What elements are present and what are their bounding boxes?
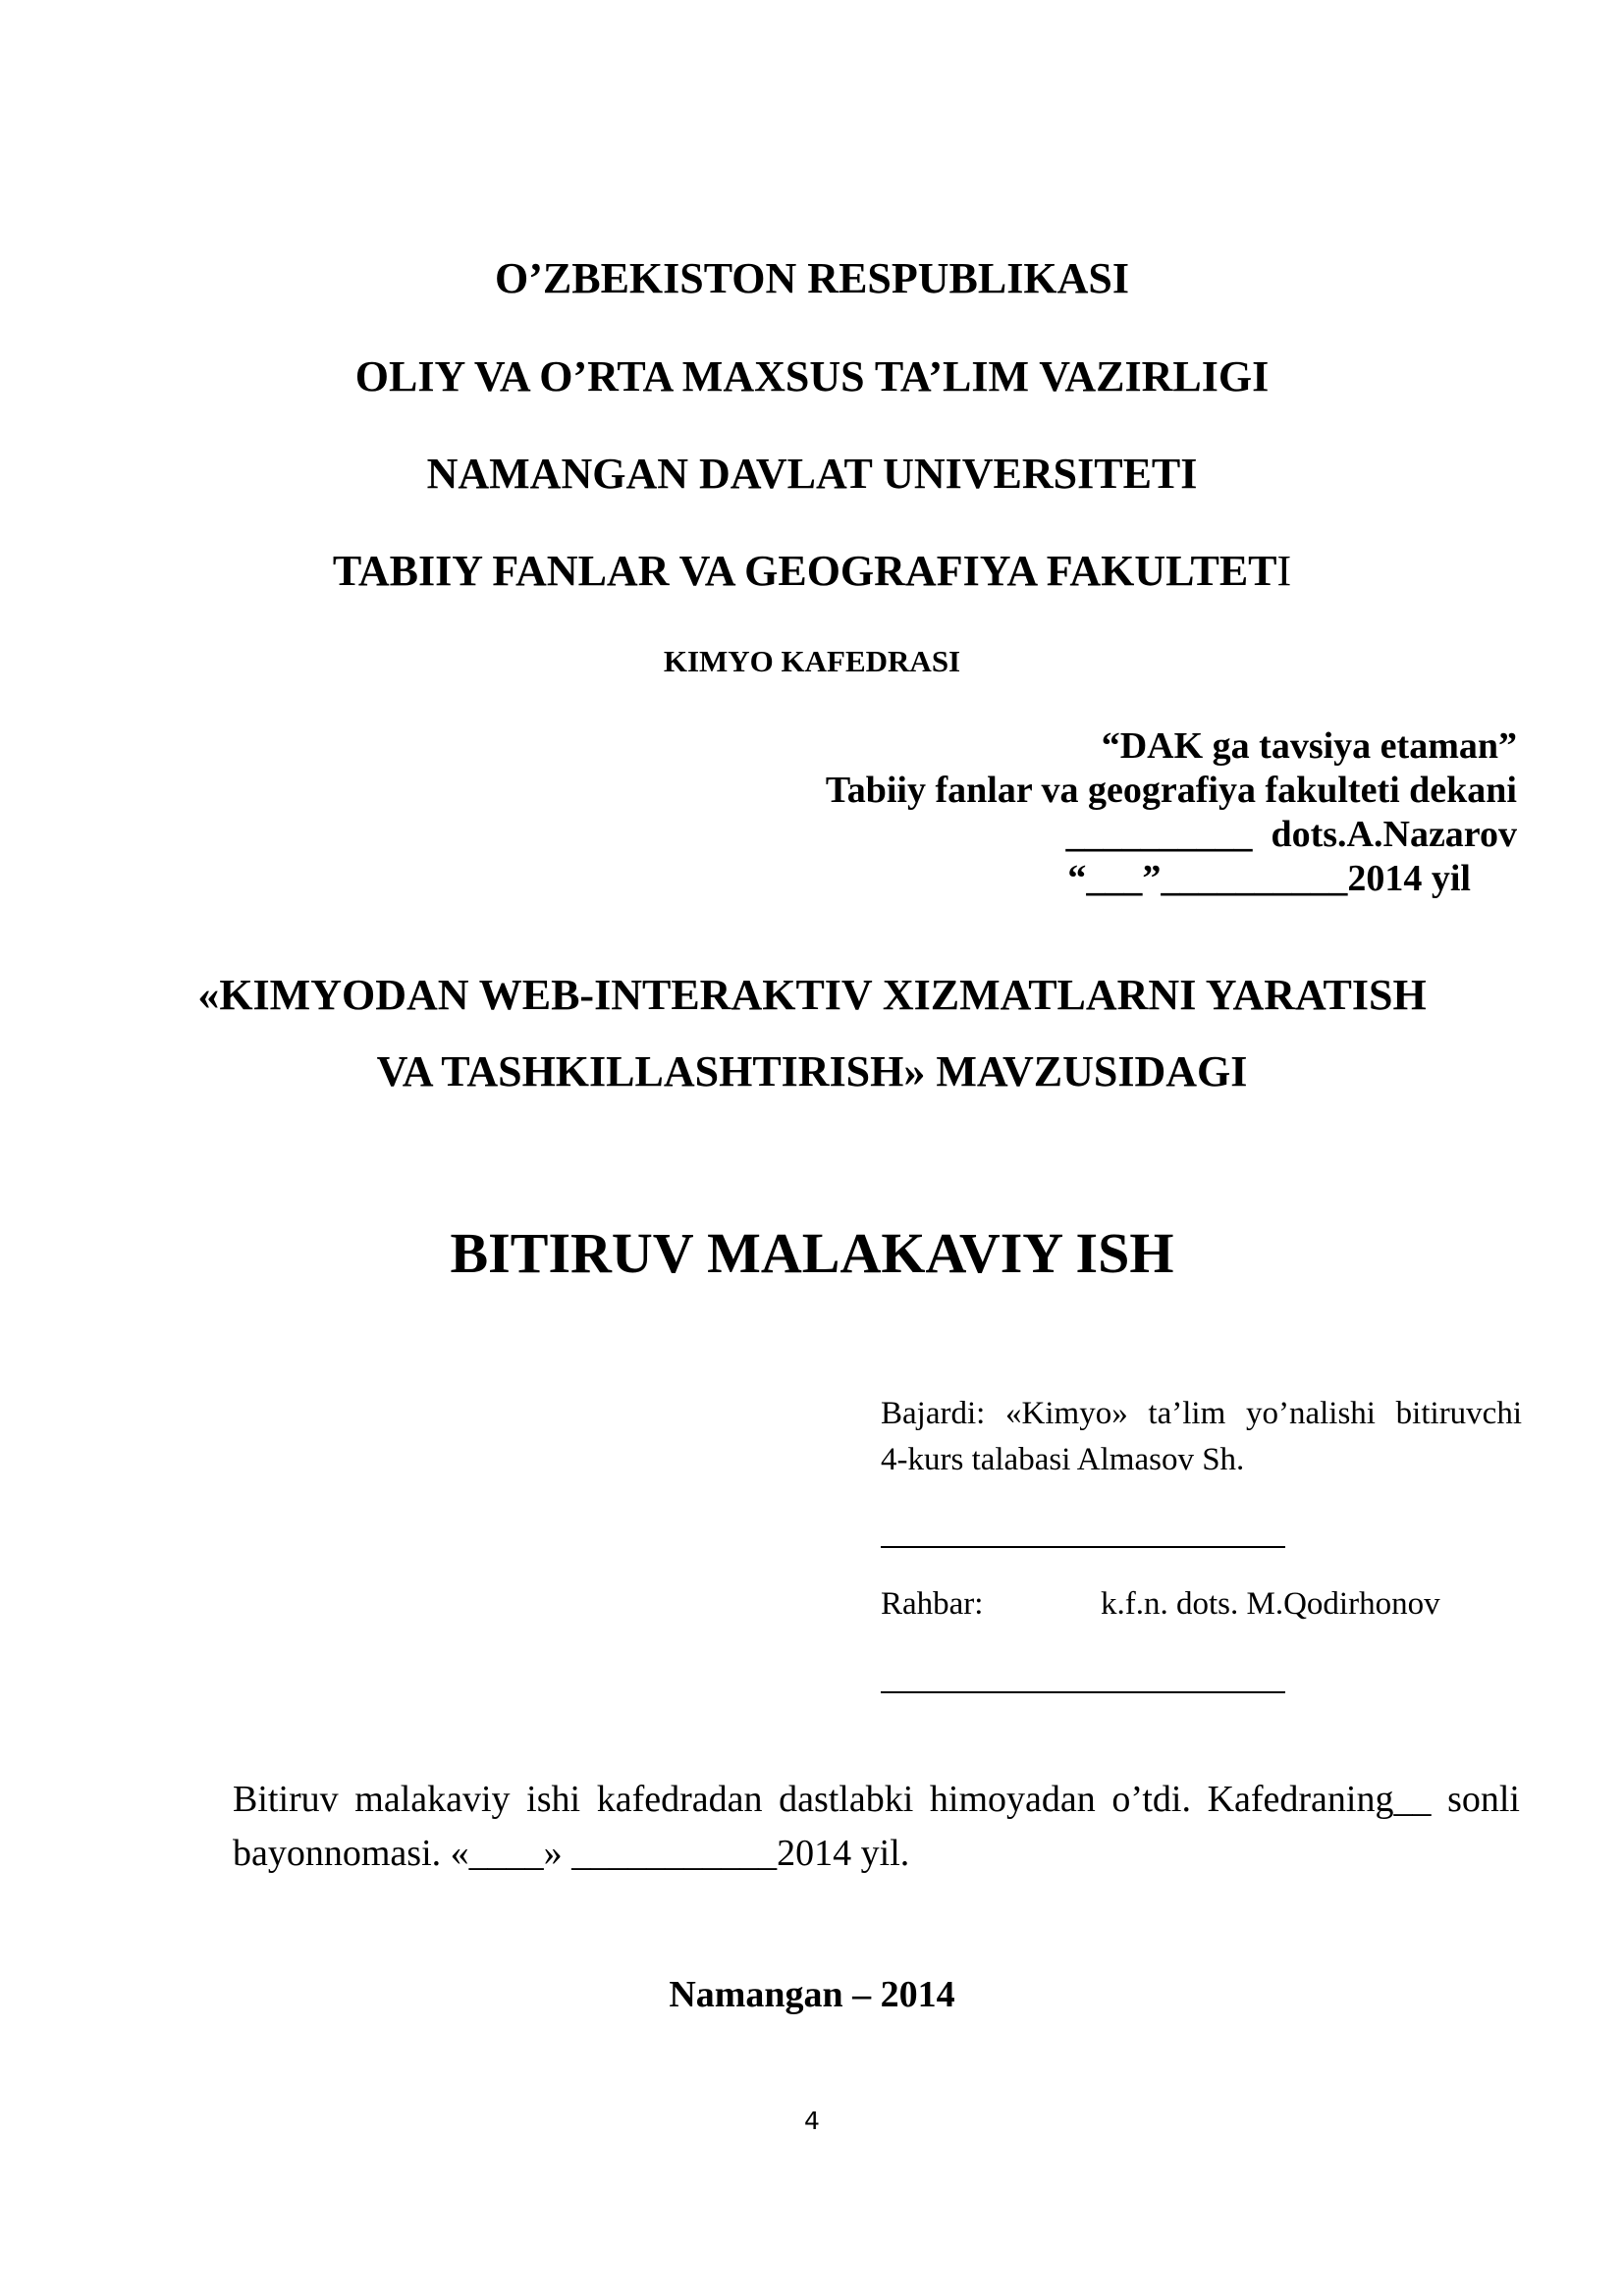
- performer-block: [881, 1391, 1522, 1483]
- page-number: 4: [804, 2107, 820, 2135]
- supervisor-block: [881, 1582, 1440, 1626]
- ministry-heading: OLIY VA O’RTA MAXSUS TA’LIM VAZIRLIGI: [354, 352, 1270, 400]
- supervisor-signature-line: [881, 1691, 1285, 1693]
- faculty-heading-tail: I: [1276, 547, 1292, 595]
- work-type-title: BITIRUV MALAKAVIY ISH: [450, 1221, 1174, 1285]
- defense-note-line-1: Bitiruv malakaviy ishi kafedradan dastlabki himoyadan o’tdi. Kafedraning__ sonli: [233, 1779, 1520, 1820]
- approval-position: Tabiiy fanlar va geografiya fakulteti dekani: [825, 770, 1517, 811]
- thesis-topic: [0, 957, 1624, 1110]
- faculty-heading-main: TABIIY FANLAR VA GEOGRAFIYA FAKULTET: [332, 547, 1277, 595]
- performer-signature-line: [881, 1546, 1285, 1548]
- department-heading: KIMYO KAFEDRASI: [663, 644, 961, 678]
- thesis-topic-line-2: VA TASHKILLASHTIRISH» MAVZUSIDAGI: [376, 1047, 1248, 1095]
- approval-block: [826, 724, 1517, 901]
- supervisor-label: Rahbar:: [881, 1586, 984, 1622]
- performer-line-1: Bajardi: «Kimyo» ta’lim yo’nalishi bitiruvchi: [881, 1396, 1522, 1431]
- performer-line-2: 4-kurs talabasi Almasov Sh.: [881, 1442, 1245, 1477]
- thesis-topic-line-1: «KIMYODAN WEB-INTERAKTIV XIZMATLARNI YARATISH: [197, 971, 1427, 1019]
- approval-signature-line: __________ dots.A.Nazarov: [1065, 814, 1517, 855]
- defense-note: [233, 1773, 1520, 1881]
- place-year: Namangan – 2014: [669, 1974, 955, 2015]
- approval-date-line: “___”__________2014 yil: [1067, 858, 1471, 899]
- faculty-heading: [0, 546, 1624, 597]
- approval-recommendation: “DAK ga tavsiya etaman”: [1101, 725, 1517, 767]
- defense-note-line-2: bayonnomasi. «____» ___________2014 yil.: [233, 1833, 910, 1874]
- supervisor-name: k.f.n. dots. M.Qodirhonov: [1101, 1586, 1440, 1622]
- country-heading: O’ZBEKISTON RESPUBLIKASI: [495, 254, 1129, 302]
- university-heading: NAMANGAN DAVLAT UNIVERSITETI: [426, 450, 1198, 498]
